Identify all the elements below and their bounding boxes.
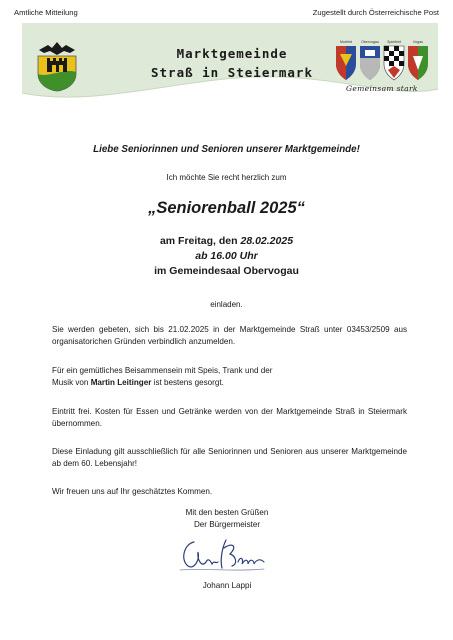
music-prefix: Musik von: [52, 378, 91, 388]
closing-greeting: Mit den besten Grüßen: [185, 508, 269, 517]
admission-paragraph: Eintritt frei. Kosten für Essen und Getränke werden von der Marktgemeinde Straß in Steiermark übernommen.: [52, 407, 407, 429]
musician-name: Martin Leitinger: [90, 378, 152, 388]
shield-label-2: Obervogau: [361, 40, 379, 44]
shield-label-1: Murfeld: [340, 40, 352, 44]
municipality-banner: [22, 23, 438, 105]
shield-label-3: Spielfeld: [387, 40, 401, 44]
music-paragraph-line2: [52, 377, 407, 389]
music-paragraph-line1: Für ein gemütliches Beisammensein mit Speis, Trank und der: [52, 366, 273, 375]
municipality-name-line1: Marktgemeinde: [176, 46, 288, 61]
closing-block: [152, 507, 302, 531]
event-details: [0, 234, 453, 279]
municipality-name-line2: Straß in Steiermark: [151, 65, 313, 80]
event-date-prefix: am Freitag, den: [159, 235, 241, 247]
farewell-paragraph: Wir freuen uns auf Ihr geschätztes Kommen.: [52, 487, 213, 496]
closing-title: Der Bürgermeister: [193, 520, 261, 530]
district-shields-icon: [334, 40, 432, 86]
eligibility-paragraph: Diese Einladung gilt ausschließlich für alle Seniorinnen und Senioren aus unserer Marktgemeinde ab dem 60. Lebensjahr!: [52, 447, 407, 469]
municipality-name: [132, 44, 332, 82]
event-location: im Gemeindesaal Obervogau: [154, 265, 299, 277]
official-notice-label: Amtliche Mitteilung: [14, 8, 78, 17]
invite-line: Ich möchte Sie recht herzlich zum: [166, 173, 287, 182]
music-suffix: ist bestens gesorgt.: [151, 378, 224, 388]
invite-closing-word: einladen.: [210, 300, 243, 309]
music-paragraph: [52, 365, 407, 389]
coat-of-arms-icon: [34, 34, 80, 92]
event-date: [0, 234, 453, 249]
event-title: „Seniorenball 2025“: [148, 199, 305, 217]
event-date-value: 28.02.2025: [240, 235, 294, 247]
handwritten-signature: [176, 534, 268, 578]
postal-delivery-label: Zugestellt durch Österreichische Post: [312, 8, 439, 17]
shield-label-4: Vogau: [412, 40, 424, 44]
registration-paragraph: Sie werden gebeten, sich bis 21.02.2025 in der Marktgemeinde Straß unter 03453/2509 aus organisatorichen Gründen verbindlich anzumelden.: [52, 325, 407, 347]
slogan: Gemeinsam stark: [346, 84, 418, 93]
greeting: Liebe Seniorinnen und Senioren unserer Marktgemeinde!: [93, 144, 360, 155]
signer-name: Johann Lappi: [202, 581, 252, 590]
event-time: ab 16.00 Uhr: [195, 250, 258, 262]
